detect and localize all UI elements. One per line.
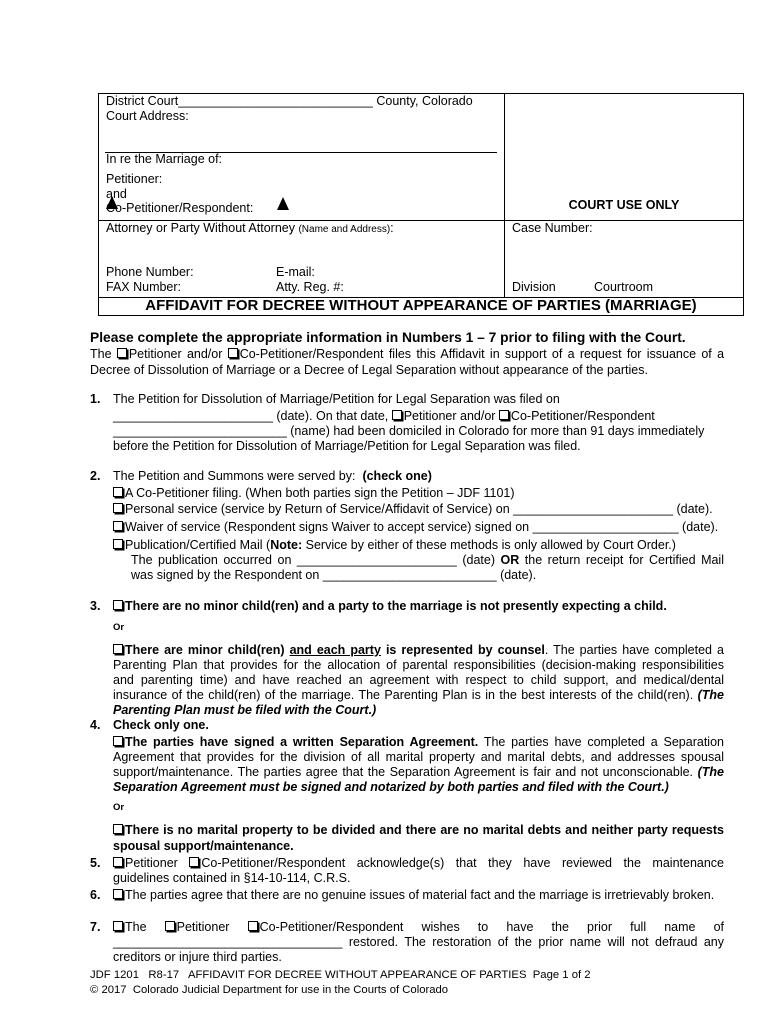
checkbox-icon[interactable] xyxy=(113,487,123,497)
up-triangle-icon xyxy=(106,196,118,209)
item2-lead xyxy=(113,469,432,484)
item2-option-label: Publication/Certified Mail ( xyxy=(125,538,271,552)
instructions-heading: Please complete the appropriate information in Numbers 1 – 7 prior to filing with the Court. xyxy=(90,330,686,345)
attorney-sublabel: (Name and Address) xyxy=(298,224,391,235)
item3-children-line-4-text: insurance of the child(ren) of the marriage. The Parenting Plan is in the best interests of the child(ren). xyxy=(113,688,698,702)
court-label: District Court xyxy=(106,94,179,108)
item1-petitioner: Petitioner and/or xyxy=(403,409,499,423)
co-petitioner-label: Co-Petitioner/Respondent: xyxy=(106,201,254,215)
item7-line-1-text: Co-Petitioner/Respondent wishes to have the prior full name of xyxy=(259,920,724,934)
item6-text: The parties agree that there are no genuine issues of material fact and the marriage is irretrievably broken. xyxy=(125,888,715,902)
item1-line-3: _________________________ (name) had been domiciled in Colorado for more than 91 days immediately xyxy=(113,424,705,438)
intro-line-1-rest: Co-Petitioner/Respondent files this Affidavit in support of a request for issuance of a xyxy=(239,347,725,361)
item-number: 3. xyxy=(90,599,101,613)
item3-no-children xyxy=(113,599,667,614)
item2-option-waiver xyxy=(113,520,718,535)
item3-children-rest: . The parties have completed a xyxy=(544,643,724,657)
item2-publication-line-3: was signed by the Respondent on _________________________ (date). xyxy=(131,568,537,582)
item4-agreement-line-2: Agreement that provides for the division of all marital property and marital debts, and addresses spousal xyxy=(113,750,724,764)
item5-line-1 xyxy=(113,856,724,871)
item2-receipt: the return receipt for Certified Mail xyxy=(519,553,724,567)
item2-or: OR xyxy=(500,553,520,567)
checkbox-icon[interactable] xyxy=(392,410,402,420)
intro-line-2: Decree of Dissolution of Marriage or a Decree of Legal Separation without appearance of the parties. xyxy=(90,363,648,377)
item5-line-2: guidelines contained in §14-10-114, C.R.S. xyxy=(113,871,351,885)
checkbox-icon[interactable] xyxy=(113,889,123,899)
item2-option-label: Waiver of service (Respondent signs Waiver to accept service) signed on _____________________ (date). xyxy=(125,520,719,534)
item5-line-1-text: Co-Petitioner/Respondent acknowledge(s) that they have reviewed the maintenance xyxy=(201,856,725,870)
footer-form-id: JDF 1201 R8-17 AFFIDAVIT FOR DECREE WITHOUT APPEARANCE OF PARTIES Page 1 of 2 xyxy=(90,969,591,981)
and-label: and xyxy=(106,187,127,201)
division-label: Division xyxy=(512,280,556,294)
fax-label: FAX Number: xyxy=(106,280,182,294)
item4-agreement-line-1 xyxy=(113,735,724,750)
item3-no-children-label: There are no minor child(ren) and a party to the marriage is not presently expecting a child. xyxy=(125,599,667,613)
case-number-label: Case Number: xyxy=(512,221,593,235)
item7-line-1 xyxy=(113,920,724,935)
item3-children-line-1 xyxy=(113,643,724,658)
checkbox-icon[interactable] xyxy=(248,921,258,931)
court-blank: ____________________________ xyxy=(178,94,373,108)
checkbox-icon[interactable] xyxy=(113,600,123,610)
checkbox-icon[interactable] xyxy=(113,521,123,531)
item3-children-line-2: Parenting Plan that provides for the allocation of parental responsibilities (decision-making responsibilities xyxy=(113,658,724,672)
item2-check-one: (check one) xyxy=(362,469,432,483)
email-label: E-mail: xyxy=(276,265,315,279)
item4-agreement-line-3 xyxy=(113,765,724,780)
intro-petitioner: Petitioner and/or xyxy=(128,347,228,361)
item1-co-petitioner: Co-Petitioner/Respondent xyxy=(510,409,655,423)
item4-no-property-label: There is no marital property to be divided and there are no marital debts and neither party requests xyxy=(125,823,724,837)
petitioner-label: Petitioner: xyxy=(106,172,163,186)
item-number: 4. xyxy=(90,718,101,732)
item7-line-3: creditors or injure third parties. xyxy=(113,950,282,964)
caption-column-divider xyxy=(504,93,505,297)
item3-children-emphasis: and each party xyxy=(289,643,381,657)
item2-lead-text: The Petition and Summons were served by: xyxy=(113,469,363,483)
item3-children-note-start: (The xyxy=(697,688,724,702)
footer-copyright: © 2017 Colorado Judicial Department for use in the Courts of Colorado xyxy=(90,984,449,996)
item2-option-label: Personal service (service by Return of Service/Affidavit of Service) on _______________________ (date). xyxy=(125,502,713,516)
item-number: 2. xyxy=(90,469,101,483)
item7-the: The xyxy=(125,920,165,934)
court-address-label: Court Address: xyxy=(106,109,189,123)
courtroom-label: Courtroom xyxy=(594,280,654,294)
item4-agreement-line-3-text: support/maintenance. The parties agree that the Separation Agreement is fair and not unconscionable. xyxy=(113,765,698,779)
item2-publication-date: The publication occurred on _______________________ (date) xyxy=(131,553,501,567)
item3-children-line-4 xyxy=(113,688,724,703)
item4-no-property-line-1 xyxy=(113,823,724,838)
item4-heading: Check only one. xyxy=(113,718,209,732)
item1-line-1: The Petition for Dissolution of Marriage/Petition for Legal Separation was filed on xyxy=(113,392,560,406)
checkbox-icon[interactable] xyxy=(228,348,238,358)
checkbox-icon[interactable] xyxy=(113,921,123,931)
attorney-label: Attorney or Party Without Attorney xyxy=(106,221,299,235)
item6-line xyxy=(113,888,714,903)
item2-option-co-petitioner xyxy=(113,486,515,501)
item2-option-label: A Co-Petitioner filing. (When both parties sign the Petition – JDF 1101) xyxy=(125,486,515,500)
form-title: AFFIDAVIT FOR DECREE WITHOUT APPEARANCE OF PARTIES (MARRIAGE) xyxy=(145,297,697,314)
checkbox-icon[interactable] xyxy=(117,348,127,358)
item1-line-2 xyxy=(113,409,655,424)
checkbox-icon[interactable] xyxy=(113,857,123,867)
item1-line-4: before the Petition for Dissolution of Marriage/Petition for Legal Separation was filed. xyxy=(113,439,581,453)
checkbox-icon[interactable] xyxy=(113,736,123,746)
checkbox-icon[interactable] xyxy=(113,539,123,549)
item2-note-label: Note: xyxy=(270,538,303,552)
item7-line-2: _________________________________ restored. The restoration of the prior name will not defraud any xyxy=(113,935,724,949)
phone-label: Phone Number: xyxy=(106,265,194,279)
item2-publication-line-2 xyxy=(131,553,724,568)
checkbox-icon[interactable] xyxy=(165,921,175,931)
item2-option-publication xyxy=(113,538,676,553)
item4-agreement-rest: The parties have completed a Separation xyxy=(478,735,724,749)
item-number: 6. xyxy=(90,888,101,902)
court-line xyxy=(106,94,473,109)
item5-petitioner: Petitioner xyxy=(125,856,190,870)
checkbox-icon[interactable] xyxy=(113,644,123,654)
item2-note-text: Service by either of these methods is only allowed by Court Order.) xyxy=(302,538,676,552)
attorney-label-line xyxy=(106,221,394,237)
checkbox-icon[interactable] xyxy=(113,503,123,513)
item3-or: Or xyxy=(113,622,125,633)
court-use-only: COURT USE ONLY xyxy=(568,198,680,212)
item-number: 5. xyxy=(90,856,101,870)
item3-children-lead: There are minor child(ren) xyxy=(125,643,290,657)
item-number: 7. xyxy=(90,920,101,934)
intro-line-1 xyxy=(90,347,724,362)
item4-agreement-note-start: (The xyxy=(697,765,724,779)
up-triangle-icon xyxy=(277,197,289,210)
item3-children-line-5: Parenting Plan must be filed with the Court.) xyxy=(113,703,377,717)
marriage-label: In re the Marriage of: xyxy=(106,152,223,166)
checkbox-icon[interactable] xyxy=(113,824,123,834)
item1-date-blank: _______________________ (date). On that date, xyxy=(113,409,392,423)
item4-no-property-line-2: spousal support/maintenance. xyxy=(113,839,294,853)
county-suffix: County, Colorado xyxy=(372,94,473,108)
item2-option-personal xyxy=(113,502,713,517)
checkbox-icon[interactable] xyxy=(499,410,509,420)
item4-agreement-lead: The parties have signed a written Separation Agreement. xyxy=(125,735,479,749)
intro-the: The xyxy=(90,347,117,361)
atty-reg-label: Atty. Reg. #: xyxy=(276,280,344,294)
item-number: 1. xyxy=(90,392,101,406)
checkbox-icon[interactable] xyxy=(189,857,199,867)
item3-children-counsel: is represented by counsel xyxy=(380,643,545,657)
item7-petitioner: Petitioner xyxy=(176,920,248,934)
item4-or: Or xyxy=(113,802,125,813)
item4-agreement-line-4: Separation Agreement must be signed and notarized by both parties and filed with the Court.) xyxy=(113,780,669,794)
attorney-colon: : xyxy=(390,221,394,235)
item3-children-line-3: and parenting time) and have reached an agreement with respect to child support, and medical/dental xyxy=(113,673,724,687)
